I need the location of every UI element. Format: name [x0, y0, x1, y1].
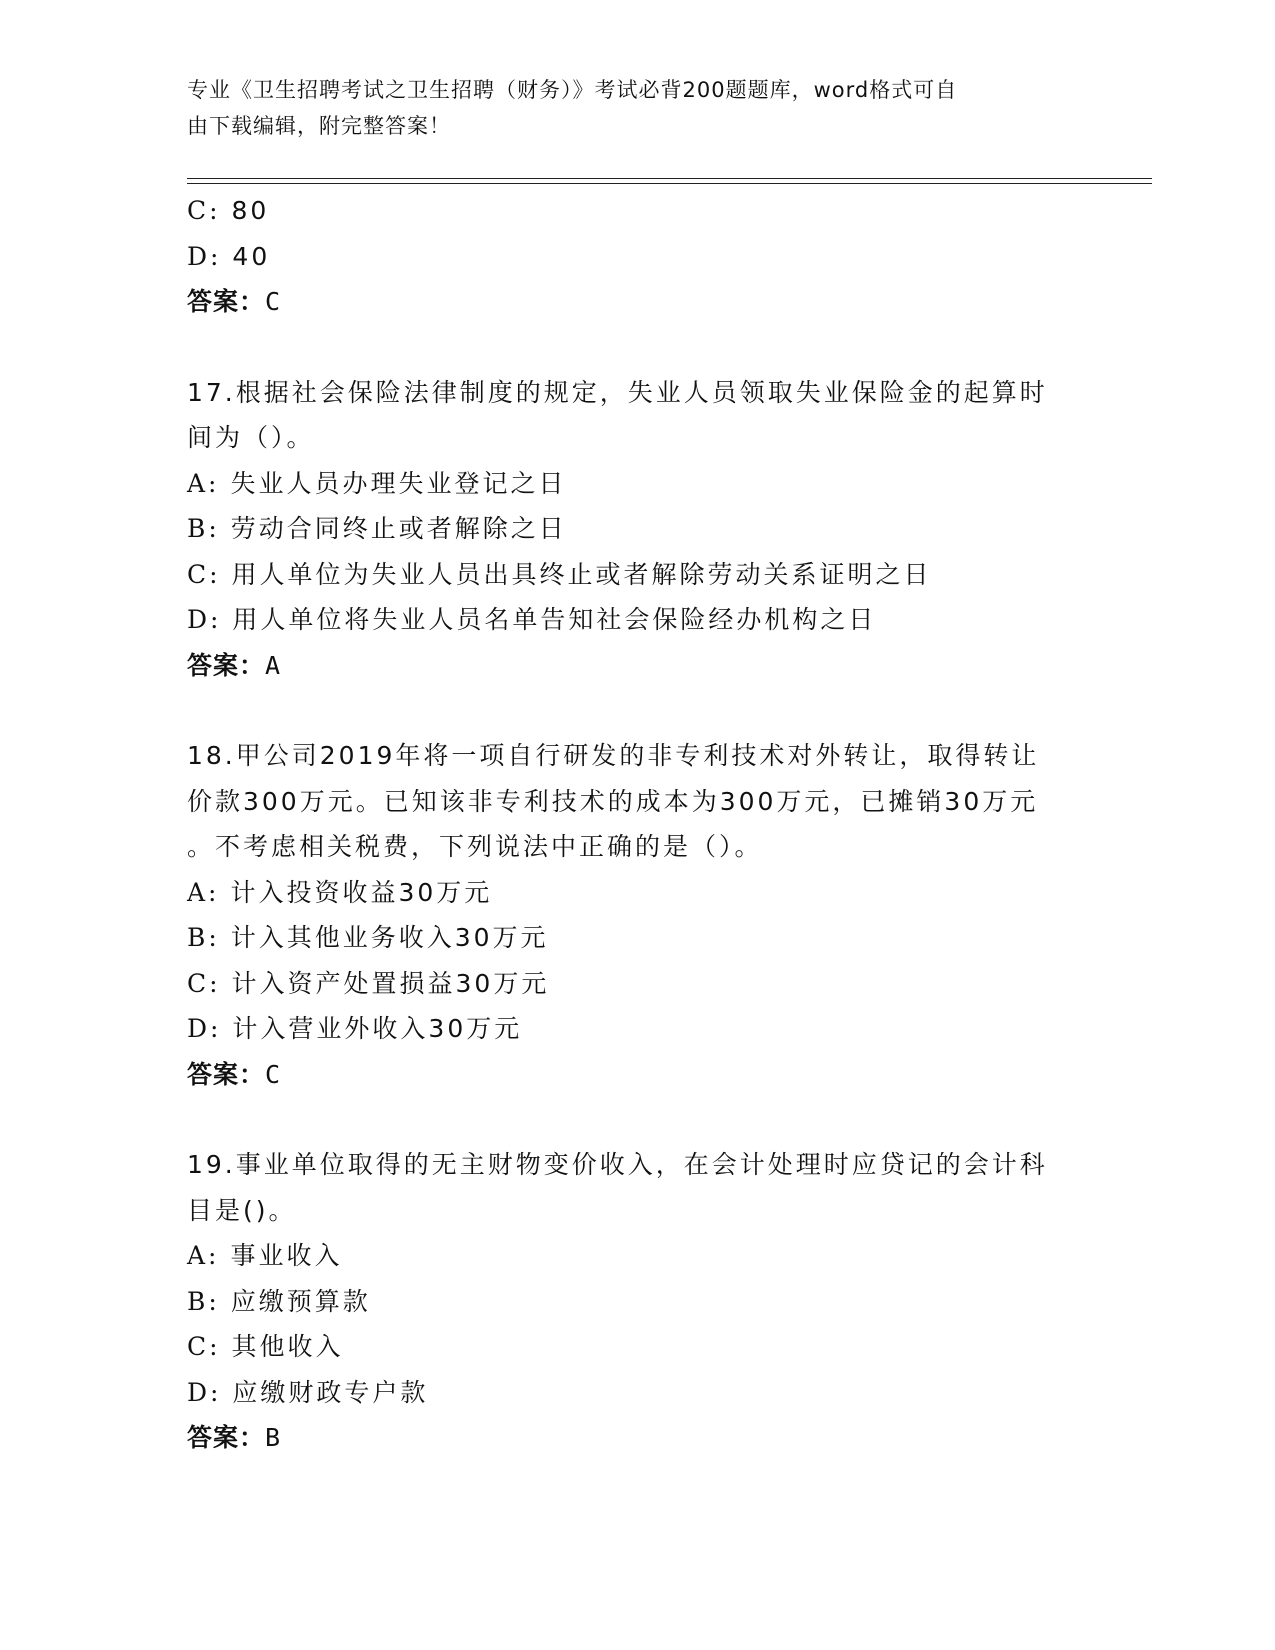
document-header — [187, 72, 1067, 144]
answer-line — [187, 643, 1087, 689]
option-key: A: — [187, 877, 220, 907]
option-text: 应缴预算款 — [230, 1286, 371, 1316]
answer-line — [187, 1052, 1087, 1098]
answer-line — [187, 1415, 1087, 1461]
header-line-2: 由下载编辑，附完整答案！ — [187, 114, 451, 138]
option-row — [187, 870, 1087, 916]
option-row — [187, 597, 1087, 643]
answer-label: 答案： — [187, 287, 266, 316]
option-key: B: — [187, 1286, 220, 1316]
option-row — [187, 506, 1087, 552]
option-row — [187, 1324, 1087, 1370]
header-rule-bottom — [187, 183, 1152, 184]
answer-line — [187, 279, 1087, 325]
option-row — [187, 961, 1087, 1007]
option-row — [187, 188, 1087, 234]
option-text: 事业收入 — [230, 1241, 343, 1270]
question-text-line: 19.事业单位取得的无主财物变价收入，在会计处理时应贷记的会计科 — [187, 1150, 1048, 1179]
answer-label: 答案： — [187, 650, 266, 680]
option-key: D: — [187, 1014, 222, 1043]
previous-question-tail — [187, 188, 1087, 325]
option-row — [187, 915, 1087, 961]
option-text: 用人单位为失业人员出具终止或者解除劳动关系证明之日 — [231, 559, 932, 589]
header-line-1: 专业《卫生招聘考试之卫生招聘（财务）》考试必背200题题库，word格式可自 — [187, 78, 958, 102]
answer-value: C — [265, 287, 282, 316]
option-row — [187, 1006, 1087, 1052]
option-row — [187, 1233, 1087, 1279]
option-text: 失业人员办理失业登记之日 — [230, 468, 567, 498]
answer-label: 答案： — [187, 1423, 266, 1452]
option-text: 80 — [231, 196, 270, 225]
question-19 — [187, 1142, 1087, 1461]
answer-value: A — [265, 650, 282, 680]
option-row — [187, 234, 1087, 280]
option-text: 劳动合同终止或者解除之日 — [230, 514, 567, 543]
question-text-line: 18.甲公司2019年将一项自行研发的非专利技术对外转让，取得转让 — [187, 741, 1040, 770]
question-17 — [187, 370, 1087, 689]
option-key: C: — [187, 196, 221, 225]
question-text-line: 目是()。 — [187, 1195, 297, 1225]
option-text: 应缴财政专户款 — [232, 1377, 429, 1407]
question-text-line: 。不考虑相关税费，下列说法中正确的是（）。 — [187, 832, 763, 861]
option-key: D: — [187, 1377, 222, 1407]
question-18 — [187, 733, 1087, 1097]
option-row — [187, 461, 1087, 507]
option-key: C: — [187, 968, 221, 998]
option-row — [187, 1279, 1087, 1325]
document-body — [187, 188, 1087, 1461]
option-key: B: — [187, 923, 220, 952]
option-text: 用人单位将失业人员名单告知社会保险经办机构之日 — [232, 605, 877, 634]
option-key: A: — [187, 468, 220, 498]
answer-value: C — [265, 1059, 282, 1089]
option-row — [187, 552, 1087, 598]
option-text: 计入营业外收入30万元 — [232, 1014, 523, 1043]
option-text: 计入投资收益30万元 — [230, 877, 493, 907]
option-text: 计入资产处置损益30万元 — [231, 968, 550, 998]
option-key: D: — [187, 605, 222, 634]
header-rule-top — [187, 178, 1152, 179]
option-row — [187, 1370, 1087, 1416]
question-text-line: 价款300万元。已知该非专利技术的成本为300万元，已摊销30万元 — [187, 786, 1039, 816]
option-key: C: — [187, 1332, 221, 1361]
option-key: D: — [187, 241, 222, 271]
answer-value: B — [265, 1423, 282, 1452]
option-text: 计入其他业务收入30万元 — [230, 923, 549, 952]
option-key: A: — [187, 1241, 220, 1270]
option-key: B: — [187, 514, 220, 543]
option-text: 其他收入 — [231, 1332, 344, 1361]
option-key: C: — [187, 559, 221, 589]
answer-label: 答案： — [187, 1059, 266, 1089]
question-text-line: 17.根据社会保险法律制度的规定，失业人员领取失业保险金的起算时 — [187, 377, 1048, 407]
option-text: 40 — [232, 241, 271, 271]
question-text-line: 间为（）。 — [187, 423, 315, 452]
